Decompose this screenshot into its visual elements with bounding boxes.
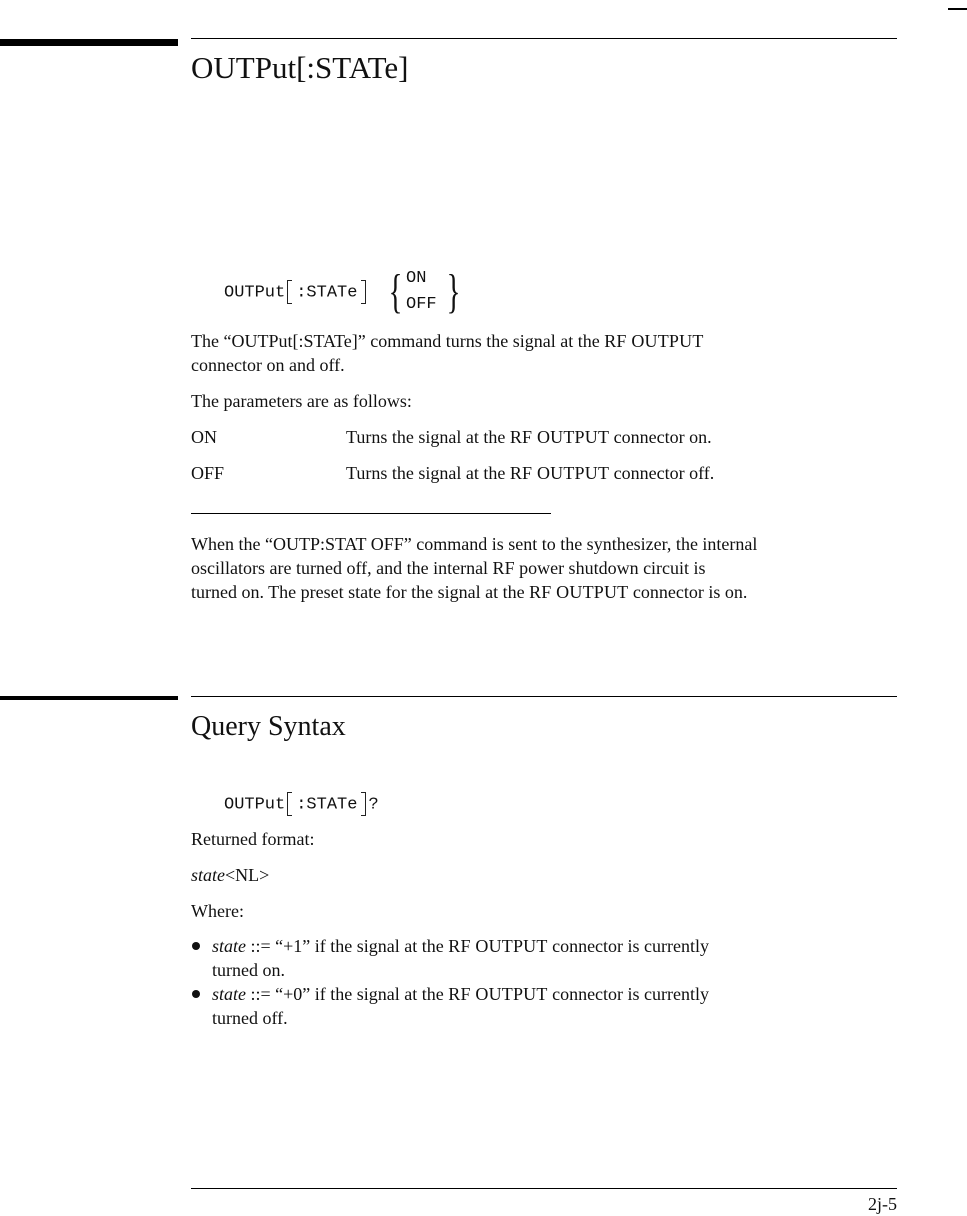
- rf-output-label: RF OUTPUT: [509, 463, 610, 483]
- section-title: OUTPut[:STATe]: [191, 50, 409, 85]
- description-line-1: [191, 329, 704, 353]
- where-label: Where:: [191, 901, 244, 921]
- format-variable: state: [191, 865, 225, 885]
- item-text: connector is currently: [552, 936, 710, 956]
- returned-format-label: Returned format:: [191, 829, 315, 849]
- parameters-intro: The parameters are as follows:: [191, 391, 412, 411]
- param-text: connector off.: [613, 463, 715, 483]
- corner-mark: [948, 8, 967, 10]
- command-syntax: [224, 266, 484, 322]
- returned-format: [191, 863, 269, 887]
- query-mark: ?: [368, 795, 379, 815]
- item-text: ::= “+1” if the signal at the: [246, 936, 444, 956]
- note-line-1: When the “OUTP:STAT OFF” command is sent to the synthesizer, the internal: [191, 534, 758, 554]
- page-number: 2j-5: [868, 1194, 897, 1214]
- syntax-optional: :STATe: [296, 795, 358, 815]
- optional-bracket-right: [361, 792, 366, 816]
- list-item-continuation: turned off.: [212, 1008, 288, 1028]
- param-description: [346, 425, 712, 449]
- optional-bracket-left: [287, 792, 292, 816]
- section-rule: [191, 38, 897, 39]
- footer-rule: [191, 1188, 897, 1189]
- param-name: OFF: [191, 463, 225, 483]
- bullet-dot: [192, 990, 200, 998]
- note-line-3: [191, 580, 747, 604]
- rf-output-label: RF OUTPUT: [448, 936, 548, 956]
- item-text: ::= “+0” if the signal at the: [246, 984, 444, 1004]
- item-variable: state: [212, 936, 246, 956]
- list-item-continuation: turned on.: [212, 960, 285, 980]
- choice-off: OFF: [406, 295, 437, 314]
- brace-right: }: [446, 265, 461, 318]
- optional-bracket-left: [287, 280, 292, 304]
- section-marker-bar: [0, 39, 178, 46]
- format-terminator: <NL>: [225, 865, 270, 885]
- description-line-2: connector on and off.: [191, 355, 345, 375]
- section-marker-bar: [0, 696, 178, 700]
- brace-left: {: [388, 265, 403, 318]
- param-text: connector on.: [613, 427, 712, 447]
- rf-output-label: RF OUTPUT: [604, 331, 704, 351]
- list-item: [212, 982, 709, 1006]
- choice-on: ON: [406, 269, 427, 288]
- param-description: [346, 461, 714, 485]
- description-text: The “OUTPut[:STATe]” command turns the signal at the: [191, 331, 600, 351]
- item-text: connector is currently: [552, 984, 710, 1004]
- param-name: ON: [191, 427, 217, 447]
- param-text: Turns the signal at the: [346, 427, 506, 447]
- section-title: Query Syntax: [191, 711, 346, 742]
- syntax-command: OUTPut: [224, 283, 286, 303]
- bullet-dot: [192, 942, 200, 950]
- rf-output-label: RF OUTPUT: [448, 984, 548, 1004]
- note-text: connector is on.: [632, 582, 748, 602]
- syntax-command: OUTPut: [224, 795, 286, 815]
- section-rule: [191, 696, 897, 697]
- item-variable: state: [212, 984, 246, 1004]
- rf-output-label: RF OUTPUT: [529, 582, 629, 602]
- note-line-2: oscillators are turned off, and the internal RF power shutdown circuit is: [191, 558, 706, 578]
- rf-output-label: RF OUTPUT: [509, 427, 610, 447]
- note-rule: [191, 513, 551, 514]
- note-text: turned on. The preset state for the signal at the: [191, 582, 525, 602]
- optional-bracket-right: [361, 280, 366, 304]
- query-syntax: [224, 792, 379, 816]
- syntax-line: [224, 280, 368, 304]
- param-text: Turns the signal at the: [346, 463, 506, 483]
- syntax-optional: :STATe: [296, 283, 358, 303]
- list-item: [212, 934, 709, 958]
